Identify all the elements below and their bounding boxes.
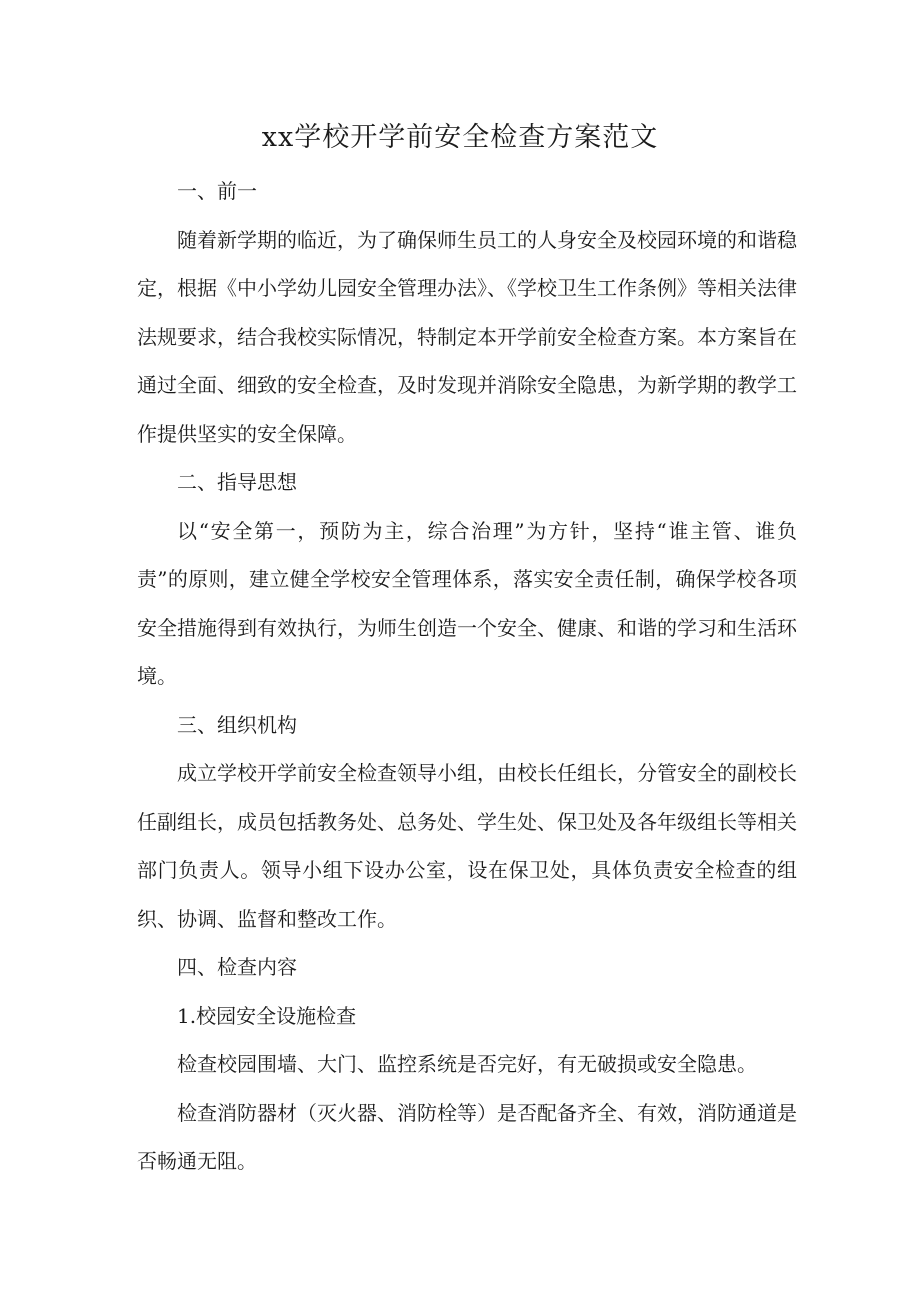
paragraph-guiding-ideology: 以“安全第一，预防为主，综合治理”为方针，坚持“谁主管、谁负责”的原则，建立健全学校安全管理体系，落实安全责任制，确保学校各项安全措施得到有效执行，为师生创造一个安全、健康、和谐的学习和生活环境。 (137, 518, 797, 688)
section-heading-preface: 一、前一 (177, 179, 257, 203)
subsection-heading-campus-facilities: 1.校园安全设施检查 (177, 1003, 357, 1028)
document-title: xx学校开学前安全检查方案范文 (261, 122, 659, 153)
paragraph-organization: 成立学校开学前安全检查领导小组，由校长任组长，分管安全的副校长任副组长，成员包括教务处、总务处、学生处、保卫处及各年级组长等相关部门负责人。领导小组下设办公室，设在保卫处，具体负责安全检查的组织、协调、监督和整改工作。 (137, 761, 797, 931)
paragraph-preface: 随着新学期的临近，为了确保师生员工的人身安全及校园环境的和谐稳定，根据《中小学幼儿园安全管理办法》、《学校卫生工作条例》等相关法律法规要求，结合我校实际情况，特制定本开学前安全检查方案。本方案旨在通过全面、细致的安全检查，及时发现并消除安全隐患，为新学期的教学工作提供坚实的安全保障。 (137, 227, 797, 446)
section-heading-guiding-ideology: 二、指导思想 (177, 470, 297, 494)
paragraph-campus-walls: 检查校园围墙、大门、监控系统是否完好，有无破损或安全隐患。 (177, 1052, 757, 1076)
section-heading-inspection-content: 四、检查内容 (177, 955, 297, 979)
document-body (137, 167, 797, 1186)
paragraph-fire-equipment: 检查消防器材（灭火器、消防栓等）是否配备齐全、有效，消防通道是否畅通无阻。 (137, 1100, 797, 1173)
section-heading-organization: 三、组织机构 (177, 712, 297, 737)
